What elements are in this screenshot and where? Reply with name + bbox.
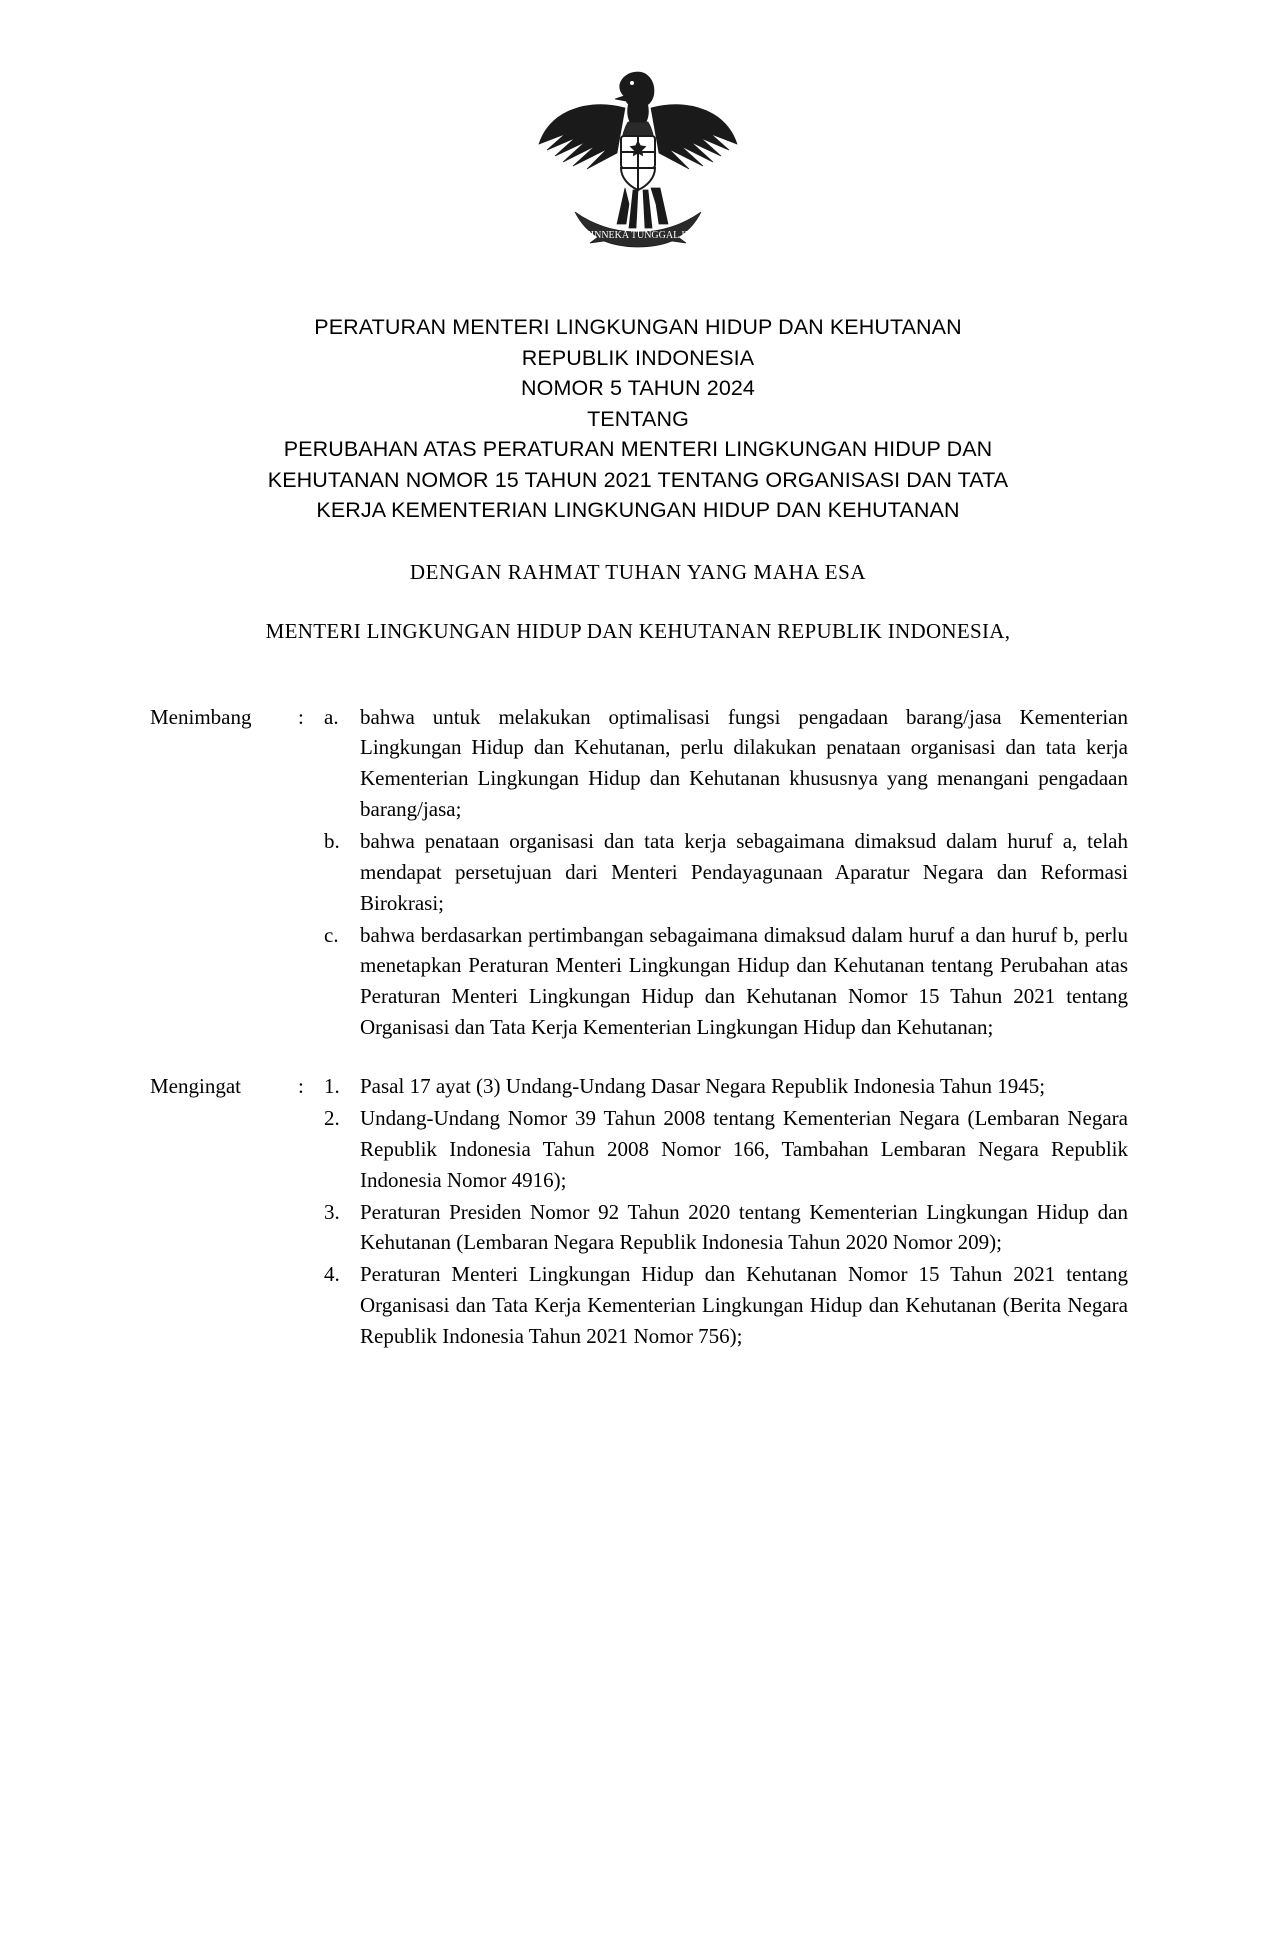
title-line: NOMOR 5 TAHUN 2024 xyxy=(521,376,755,401)
title-line: REPUBLIK INDONESIA xyxy=(521,345,755,370)
list-item-marker: 2. xyxy=(324,1105,340,1130)
list-item-text: Peraturan Presiden Nomor 92 Tahun 2020 tentang Kementerian Lingkungan Hidup dan Kehutanan (Lembaran Negara Republik Indonesia Tahun 2020 Nomor 209); xyxy=(360,1199,1128,1255)
list-item xyxy=(324,1103,1128,1196)
clause-mengingat xyxy=(150,1071,1128,1352)
list-item xyxy=(324,1197,1128,1259)
clause-colon: : xyxy=(298,1074,304,1099)
title-line: KEHUTANAN NOMOR 15 TAHUN 2021 TENTANG ORGANISASI DAN TATA xyxy=(267,467,1009,492)
list-item xyxy=(324,1259,1128,1352)
document-body xyxy=(0,702,1276,1352)
document-title xyxy=(0,312,1276,526)
clause-label: Menimbang xyxy=(150,704,252,729)
list-item-text: Undang-Undang Nomor 39 Tahun 2008 tentang Kementerian Negara (Lembaran Negara Republik Indonesia Tahun 2008 Nomor 166, Tambahan Lembaran Negara Republik Indonesia Nomor 4916); xyxy=(360,1105,1128,1192)
title-line: PERUBAHAN ATAS PERATURAN MENTERI LINGKUNGAN HIDUP DAN xyxy=(283,437,993,462)
clause-menimbang xyxy=(150,702,1128,1043)
clause-item-list xyxy=(324,702,1128,1043)
list-item xyxy=(324,702,1128,825)
title-line: TENTANG xyxy=(587,406,689,431)
list-item-text: bahwa penataan organisasi dan tata kerja sebagaimana dimaksud dalam huruf a, telah mendapat persetujuan dari Menteri Pendayagunaan Aparatur Negara dan Reformasi Birokrasi; xyxy=(360,829,1128,915)
list-item-marker: c. xyxy=(324,922,339,947)
title-line: PERATURAN MENTERI LINGKUNGAN HIDUP DAN KEHUTANAN xyxy=(314,315,962,339)
svg-text:BHINNEKA TUNGGAL IKA: BHINNEKA TUNGGAL IKA xyxy=(576,230,700,241)
list-item xyxy=(324,826,1128,919)
list-item-marker: 3. xyxy=(324,1199,340,1224)
list-item-marker: a. xyxy=(324,704,339,729)
title-line: KERJA KEMENTERIAN LINGKUNGAN HIDUP DAN KEHUTANAN xyxy=(316,498,960,523)
emblem-container xyxy=(0,0,1276,252)
clause-label: Mengingat xyxy=(150,1074,241,1099)
garuda-pancasila-emblem xyxy=(533,62,743,252)
list-item-text: Peraturan Menteri Lingkungan Hidup dan Kehutanan Nomor 15 Tahun 2021 tentang Organisasi dan Tata Kerja Kementerian Lingkungan Hidup dan Kehutanan (Berita Negara Republik Indonesia Tahun 2021 Nomor 756); xyxy=(360,1262,1128,1348)
clause-item-list xyxy=(324,1071,1128,1352)
clause-colon: : xyxy=(298,704,304,729)
list-item-marker: 4. xyxy=(324,1262,340,1287)
list-item xyxy=(324,920,1128,1043)
list-item-marker: 1. xyxy=(324,1074,340,1099)
list-item-text: Pasal 17 ayat (3) Undang-Undang Dasar Negara Republik Indonesia Tahun 1945; xyxy=(360,1074,1046,1099)
list-item-text: bahwa berdasarkan pertimbangan sebagaimana dimaksud dalam huruf a dan huruf b, perlu menetapkan Peraturan Menteri Lingkungan Hidup dan Kehutanan tentang Perubahan atas Peraturan Menteri Lingkungan Hidup dan Kehutanan Nomor 15 Tahun 2021 tentang Organisasi dan Tata Kerja Kementerian Lingkungan Hidup dan Kehutanan; xyxy=(360,922,1128,1040)
list-item-text: bahwa untuk melakukan optimalisasi fungsi pengadaan barang/jasa Kementerian Lingkungan Hidup dan Kehutanan, perlu dilakukan penataan organisasi dan tata kerja Kementerian Lingkungan Hidup dan Kehutanan khususnya yang menangani pengadaan barang/jasa; xyxy=(360,704,1128,822)
authority-line: MENTERI LINGKUNGAN HIDUP DAN KEHUTANAN REPUBLIK INDONESIA, xyxy=(265,618,1011,643)
invocation-line: DENGAN RAHMAT TUHAN YANG MAHA ESA xyxy=(409,559,867,584)
list-item xyxy=(324,1071,1128,1102)
list-item-marker: b. xyxy=(324,829,340,854)
